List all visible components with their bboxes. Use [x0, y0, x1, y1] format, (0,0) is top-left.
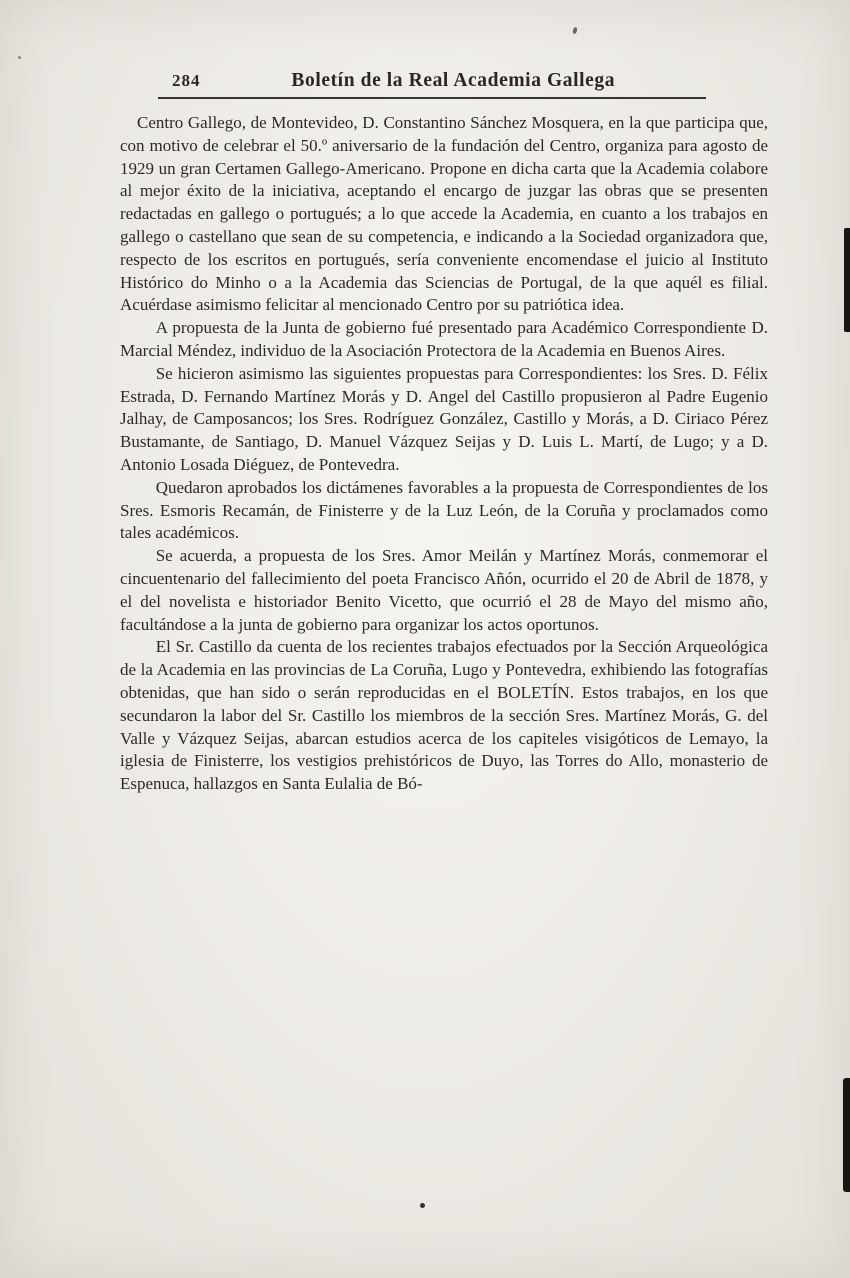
scan-artifact-speck — [18, 56, 21, 59]
paragraph: Centro Gallego, de Montevideo, D. Constantino Sánchez Mosquera, en la que participa que, con motivo de celebrar el 50.º aniversario de la fundación del Centro, organiza para agosto de 1929 un gran Certamen Gallego-Americano. Propone en dicha carta que la Academia colabore al mejor éxito de la iniciativa, aceptando el encargo de juzgar las obras que se presenten redactadas en gallego o portugués; a lo que accede la Academia, en cuanto a los trabajos en gallego o castellano que sean de su competencia, e indicando a la Sociedad organizadora que, respecto de los escritos en portugués, sería conveniente encomendase el juicio al Instituto Histórico do Minho o a la Academia das Sciencias de Portugal, de la que aquél es filial. Acuérdase asimismo felicitar al mencionado Centro por su patriótica idea. — [120, 113, 768, 315]
paragraph: A propuesta de la Junta de gobierno fué presentado para Académico Correspondiente D. Marcial Méndez, individuo de la Asociación Protectora de la Academia en Buenos Aires. — [120, 318, 768, 360]
page-body-text — [120, 112, 768, 796]
paragraph: Se hicieron asimismo las siguientes propuestas para Correspondientes: los Sres. D. Félix Estrada, D. Fernando Martínez Morás y D. Angel del Castillo propusieron al Padre Eugenio Jalhay, de Camposancos; los Sres. Rodríguez González, Castillo y Morás, a D. Ciriaco Pérez Bustamante, de Santiago, D. Manuel Vázquez Seijas y D. Luis L. Martí, de Lugo; y a D. Antonio Losada Diéguez, de Pontevedra. — [120, 363, 768, 474]
page-header — [158, 70, 706, 99]
paragraph: Se acuerda, a propuesta de los Sres. Amor Meilán y Martínez Morás, conmemorar el cincuentenario del fallecimiento del poeta Francisco Añón, ocurrido el 20 de Abril de 1878, y el del novelista e historiador Benito Vicetto, que ocurrió el 28 de Mayo del mismo año, facultándose a la junta de gobierno para organizar los actos oportunos. — [120, 546, 768, 634]
scan-artifact-speck — [572, 27, 578, 35]
scan-artifact-right-bar-upper — [844, 228, 850, 332]
scan-artifact-right-bar-lower — [843, 1078, 850, 1192]
scan-artifact-dot — [420, 1203, 425, 1208]
paragraph: Quedaron aprobados los dictámenes favorables a la propuesta de Correspondientes de los Sres. Esmoris Recamán, de Finisterre y de la Luz León, de la Coruña y proclamados como tales académicos. — [120, 477, 768, 543]
paragraph: El Sr. Castillo da cuenta de los recientes trabajos efectuados por la Sección Arqueológica de la Academia en las provincias de La Coruña, Lugo y Pontevedra, exhibiendo las fotografías obtenidas, que han sido o serán reproducidas en el BOLETÍN. Estos trabajos, en los que secundaron la labor del Sr. Castillo los miembros de la sección Sres. Martínez Morás, G. del Valle y Vázquez Seijas, abarcan estudios acerca de los capiteles visigóticos de Lemayo, la iglesia de Finisterre, los vestigios prehistóricos de Duyo, las Torres do Allo, monasterio de Espenuca, hallazgos en Santa Eulalia de Bó- — [120, 637, 768, 794]
header-title: Boletín de la Real Academia Gallega — [291, 70, 616, 91]
page-number: 284 — [172, 71, 201, 90]
